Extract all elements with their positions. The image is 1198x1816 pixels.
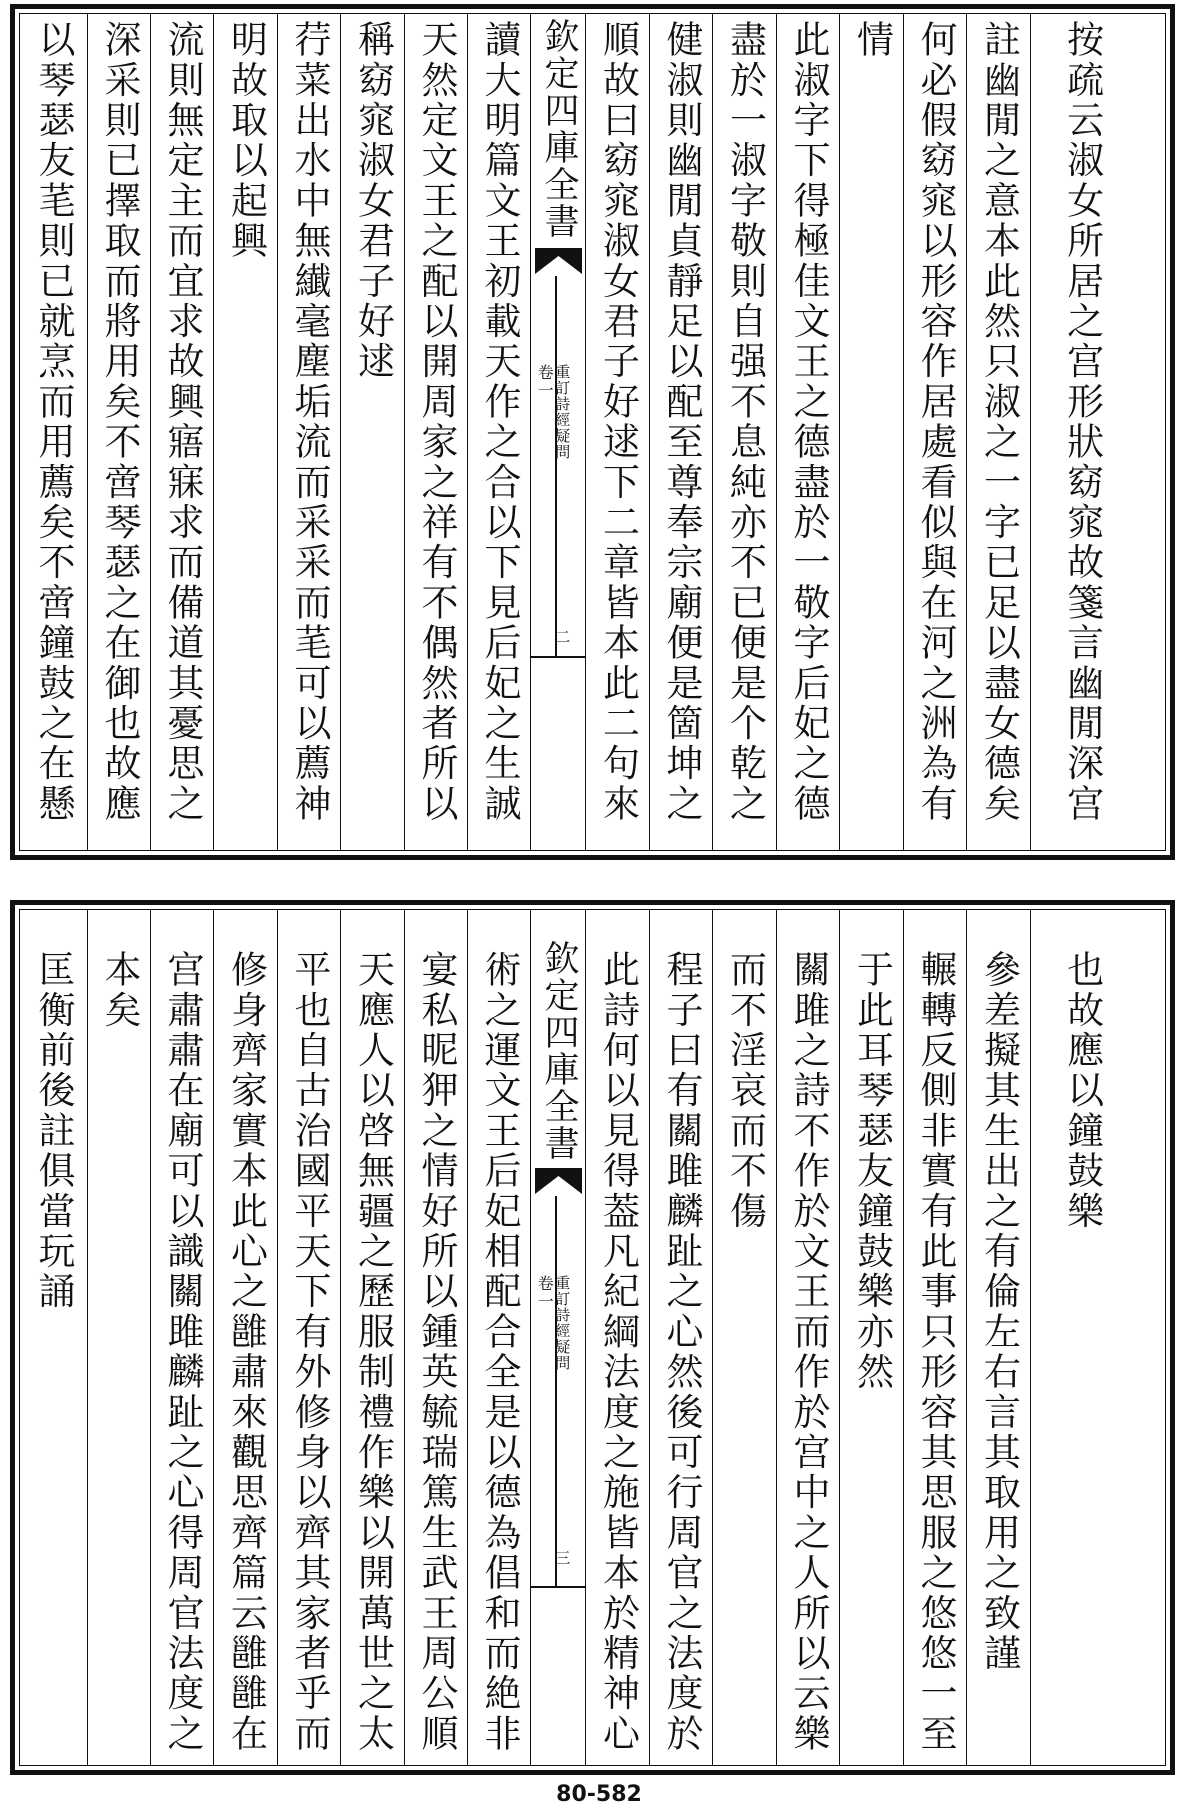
fish-tail-icon — [535, 248, 582, 274]
text-column — [467, 14, 531, 850]
fold-juan: 卷一 — [535, 1275, 555, 1311]
text-column — [404, 14, 468, 850]
text-column — [966, 910, 1031, 1765]
column-text: 宫肅肅在廟可以識關雎麟趾之心得周官法度之 — [161, 950, 204, 1754]
column-text: 荇菜出水中無纎毫塵垢流而采采而芼可以薦神 — [288, 20, 331, 824]
column-text: 按疏云淑女所居之宫形狀窈窕故箋言幽閒深宫 — [1060, 20, 1104, 824]
fold-title: 欽定四庫全書 — [539, 18, 579, 240]
text-column — [87, 14, 151, 850]
text-column — [966, 14, 1031, 850]
column-text: 而不淫哀而不傷 — [723, 950, 767, 1232]
text-column — [585, 910, 650, 1765]
column-text: 程子曰有關雎麟趾之心然後可行周官之法度於 — [660, 950, 703, 1754]
text-column — [20, 14, 87, 850]
text-column — [839, 910, 904, 1765]
column-text: 稱窈窕淑女君子好逑 — [351, 20, 395, 382]
fold-title: 欽定四庫全書 — [539, 940, 579, 1162]
text-column — [404, 910, 468, 1765]
column-text: 匡衡前後註俱當玩誦 — [32, 950, 75, 1312]
column-text: 盡於一淑字敬則自强不息純亦不已便是个乾之 — [723, 20, 767, 824]
column-text: 宴私昵狎之情好所以鍾英毓瑞篤生武王周公順 — [415, 950, 458, 1754]
text-column — [340, 910, 405, 1765]
text-column — [1030, 910, 1173, 1765]
column-text: 流則無定主而宜求故興寤寐求而備道其憂思之 — [161, 20, 204, 824]
text-column — [839, 14, 904, 850]
column-text: 術之運文王后妃相配合全是以德為倡和而絶非 — [478, 950, 521, 1754]
text-column — [585, 14, 650, 850]
text-column — [776, 910, 840, 1765]
text-column — [776, 14, 840, 850]
text-column — [87, 910, 151, 1765]
text-column — [150, 910, 214, 1765]
column-text: 情 — [850, 20, 894, 61]
text-column — [277, 910, 341, 1765]
page-number: 80-582 — [556, 1782, 642, 1807]
column-text: 此淑字下得極佳文王之德盡於一敬字后妃之德 — [787, 20, 830, 824]
column-text: 平也自古治國平天下有外修身以齊其家者乎而 — [288, 950, 331, 1754]
text-column — [213, 14, 278, 850]
text-column — [649, 14, 713, 850]
text-column — [712, 14, 777, 850]
fish-tail-icon — [535, 1168, 582, 1194]
column-text: 天應人以啓無疆之歷服制禮作樂以開萬世之太 — [351, 950, 395, 1754]
column-text: 明故取以起興 — [224, 20, 268, 262]
bottom-page-frame — [19, 909, 1166, 1766]
column-text: 關雎之詩不作於文王而作於宫中之人所以云樂 — [787, 950, 830, 1754]
column-text: 天然定文王之配以開周家之祥有不偶然者所以 — [415, 20, 458, 824]
column-text: 何必假窈窕以形容作居處看似與在河之洲為有 — [914, 20, 957, 824]
text-column — [150, 14, 214, 850]
column-text: 輾轉反側非實有此事只形容其思服之悠悠一至 — [914, 950, 957, 1754]
column-text: 于此耳琴瑟友鐘鼓樂亦然 — [850, 950, 894, 1393]
column-text: 參差擬其生出之有倫左右言其取用之致謹 — [977, 950, 1021, 1674]
fold-juan: 卷一 — [535, 364, 555, 400]
column-text: 順故曰窈窕淑女君子好逑下二章皆本此二句來 — [596, 20, 640, 824]
column-text: 以琴瑟友芼則已就烹而用薦矣不啻鐘鼓之在懸 — [32, 20, 75, 824]
top-page — [10, 4, 1175, 860]
text-column — [20, 910, 87, 1765]
column-text: 註幽閒之意本此然只淑之一字已足以盡女德矣 — [977, 20, 1021, 824]
text-column — [277, 14, 341, 850]
fold-page-number: 三 — [553, 1550, 572, 1565]
fold-book-title: 重訂詩經疑問 — [553, 1275, 572, 1371]
text-column — [712, 910, 777, 1765]
column-text: 此詩何以見得葢凡紀綱法度之施皆本於精神心 — [596, 950, 640, 1754]
text-column — [340, 14, 405, 850]
column-text: 修身齊家實本此心之雝肅來觀思齊篇云雝雝在 — [224, 950, 268, 1754]
fold-column — [530, 14, 586, 850]
bottom-page — [10, 900, 1175, 1775]
fold-column — [530, 910, 586, 1765]
column-text: 健淑則幽閒貞靜足以配至尊奉宗廟便是箇坤之 — [660, 20, 703, 824]
column-text: 本矣 — [98, 950, 141, 1031]
top-page-frame — [19, 13, 1166, 851]
text-column — [1030, 14, 1173, 850]
fold-page-number: 二 — [553, 629, 572, 644]
text-column — [649, 910, 713, 1765]
text-column — [903, 910, 967, 1765]
text-column — [213, 910, 278, 1765]
column-text: 也故應以鐘鼓樂 — [1060, 950, 1104, 1232]
text-column — [903, 14, 967, 850]
text-column — [467, 910, 531, 1765]
column-text: 深采則已擇取而將用矣不啻琴瑟之在御也故應 — [98, 20, 141, 824]
fold-book-title: 重訂詩經疑問 — [553, 364, 572, 460]
column-text: 讀大明篇文王初載天作之合以下見后妃之生誠 — [478, 20, 521, 824]
